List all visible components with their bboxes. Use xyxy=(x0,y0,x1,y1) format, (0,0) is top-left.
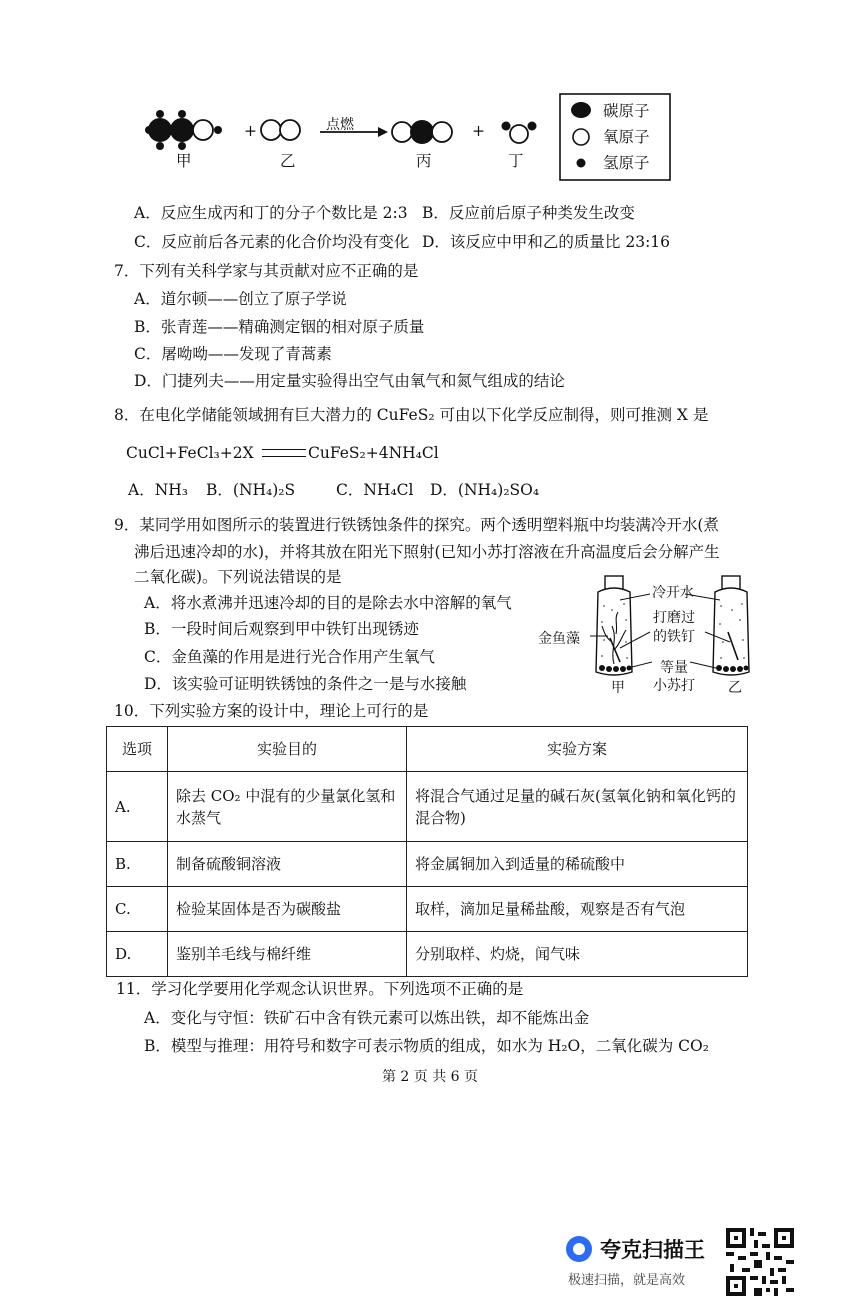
label-algae: 金鱼藻 xyxy=(538,631,580,647)
q10-stem: 10．下列实验方案的设计中，理论上可行的是 xyxy=(114,702,429,720)
q6-option-a: A．反应生成丙和丁的分子个数比是 2:3 xyxy=(134,204,408,222)
label-cold-water: 冷开水 xyxy=(652,585,694,601)
q8-option-b: B．(NH₄)₂S xyxy=(206,481,296,499)
table-row xyxy=(107,887,748,932)
q9-stem-line3: 二氧化碳)。下列说法错误的是 xyxy=(134,568,342,586)
q8-option-c: C．NH₄Cl xyxy=(336,481,414,499)
row-goal: 制备硫酸铜溶液 xyxy=(168,842,407,887)
header-option: 选项 xyxy=(107,727,168,772)
label-bottle-yi: 乙 xyxy=(728,680,742,696)
q9-option-d: D．该实验可证明铁锈蚀的条件之一是与水接触 xyxy=(144,675,467,693)
row-option: D. xyxy=(107,932,168,977)
q11-stem: 11．学习化学要用化学观念认识世界。下列选项不正确的是 xyxy=(116,980,524,998)
q9-stem-line1: 9．某同学用如图所示的装置进行铁锈蚀条件的探究。两个透明塑料瓶中均装满冷开水(煮 xyxy=(114,516,719,534)
molecule-ding xyxy=(502,122,537,144)
label-yi: 乙 xyxy=(280,152,296,170)
equals-sign xyxy=(262,449,306,457)
row-plan: 取样，滴加足量稀盐酸，观察是否有气泡 xyxy=(407,887,748,932)
q9-option-b: B．一段时间后观察到甲中铁钉出现锈迹 xyxy=(144,620,419,638)
row-goal: 除去 CO₂ 中混有的少量氯化氢和水蒸气 xyxy=(168,772,407,842)
q7-option-b: B．张青莲——精确测定铟的相对原子质量 xyxy=(134,318,425,336)
qr-code-icon xyxy=(726,1228,794,1296)
q8-stem: 8．在电化学储能领域拥有巨大潜力的 CuFeS₂ 可由以下化学反应制得，则可推测 X 是 xyxy=(114,406,709,424)
legend-oxygen: 氧原子 xyxy=(603,128,650,146)
legend-carbon: 碳原子 xyxy=(603,102,650,120)
row-plan: 将金属铜加入到适量的稀硫酸中 xyxy=(407,842,748,887)
q9-option-a: A．将水煮沸并迅速冷却的目的是除去水中溶解的氧气 xyxy=(144,594,512,612)
label-soda-line1: 等量 xyxy=(660,660,688,676)
row-option: B. xyxy=(107,842,168,887)
label-nail-line1: 打磨过 xyxy=(653,610,695,626)
label-jia: 甲 xyxy=(176,152,192,170)
row-plan: 分别取样、灼烧，闻气味 xyxy=(407,932,748,977)
q7-option-a: A．道尔顿——创立了原子学说 xyxy=(134,290,347,308)
watermark-slogan: 极速扫描，就是高效 xyxy=(568,1273,686,1288)
q11-option-a: A．变化与守恒：铁矿石中含有铁元素可以炼出铁，却不能炼出金 xyxy=(144,1009,590,1027)
label-nail-line2: 的铁钉 xyxy=(653,629,695,645)
header-plan: 实验方案 xyxy=(407,727,748,772)
q11-option-b: B．模型与推理：用符号和数字可表示物质的组成，如水为 H₂O，二氧化碳为 CO₂ xyxy=(144,1037,709,1055)
q8-option-a: A．NH₃ xyxy=(128,481,188,499)
plus-sign-2: + xyxy=(472,122,485,140)
label-bing: 丙 xyxy=(416,152,432,170)
table-header-row xyxy=(107,727,748,772)
row-goal: 检验某固体是否为碳酸盐 xyxy=(168,887,407,932)
label-soda-line2: 小苏打 xyxy=(653,678,695,694)
q9-option-c: C．金鱼藻的作用是进行光合作用产生氧气 xyxy=(144,648,435,666)
arrow-condition: 点燃 xyxy=(326,117,354,133)
reaction-diagram xyxy=(130,92,675,184)
page-footer: 第 2 页 共 6 页 xyxy=(381,1069,479,1085)
q6-option-c: C．反应前后各元素的化合价均没有变化 xyxy=(134,233,410,251)
table-row xyxy=(107,842,748,887)
q6-option-b: B．反应前后原子种类发生改变 xyxy=(422,204,635,222)
q7-option-d: D．门捷列夫——用定量实验得出空气由氧气和氮气组成的结论 xyxy=(134,372,565,390)
table-row xyxy=(107,932,748,977)
molecule-yi xyxy=(261,120,300,140)
table-row xyxy=(107,772,748,842)
row-goal: 鉴别羊毛线与棉纤维 xyxy=(168,932,407,977)
molecule-bing xyxy=(392,120,452,144)
q7-stem: 7．下列有关科学家与其贡献对应不正确的是 xyxy=(114,262,419,280)
header-goal: 实验目的 xyxy=(168,727,407,772)
plus-sign-1: + xyxy=(244,122,257,140)
q7-option-c: C．屠呦呦——发现了青蒿素 xyxy=(134,345,332,363)
scanner-logo-icon xyxy=(566,1236,592,1262)
watermark-brand: 夸克扫描王 xyxy=(600,1238,705,1262)
q8-equation-left: CuCl+FeCl₃+2X xyxy=(126,444,254,462)
row-option: C. xyxy=(107,887,168,932)
q6-option-d: D．该反应中甲和乙的质量比 23:16 xyxy=(422,233,671,251)
label-bottle-jia: 甲 xyxy=(611,680,625,696)
molecule-jia xyxy=(145,110,222,150)
q8-equation-right: CuFeS₂+4NH₄Cl xyxy=(308,444,439,462)
q10-table xyxy=(106,726,748,977)
q9-stem-line2: 沸后迅速冷却的水)，并将其放在阳光下照射(已知小苏打溶液在升高温度后会分解产生 xyxy=(134,543,720,561)
row-option: A. xyxy=(107,772,168,842)
label-ding: 丁 xyxy=(508,152,524,170)
q8-option-d: D．(NH₄)₂SO₄ xyxy=(430,481,540,499)
row-plan: 将混合气通过足量的碱石灰(氢氧化钠和氧化钙的混合物) xyxy=(407,772,748,842)
legend-hydrogen: 氢原子 xyxy=(603,154,650,172)
